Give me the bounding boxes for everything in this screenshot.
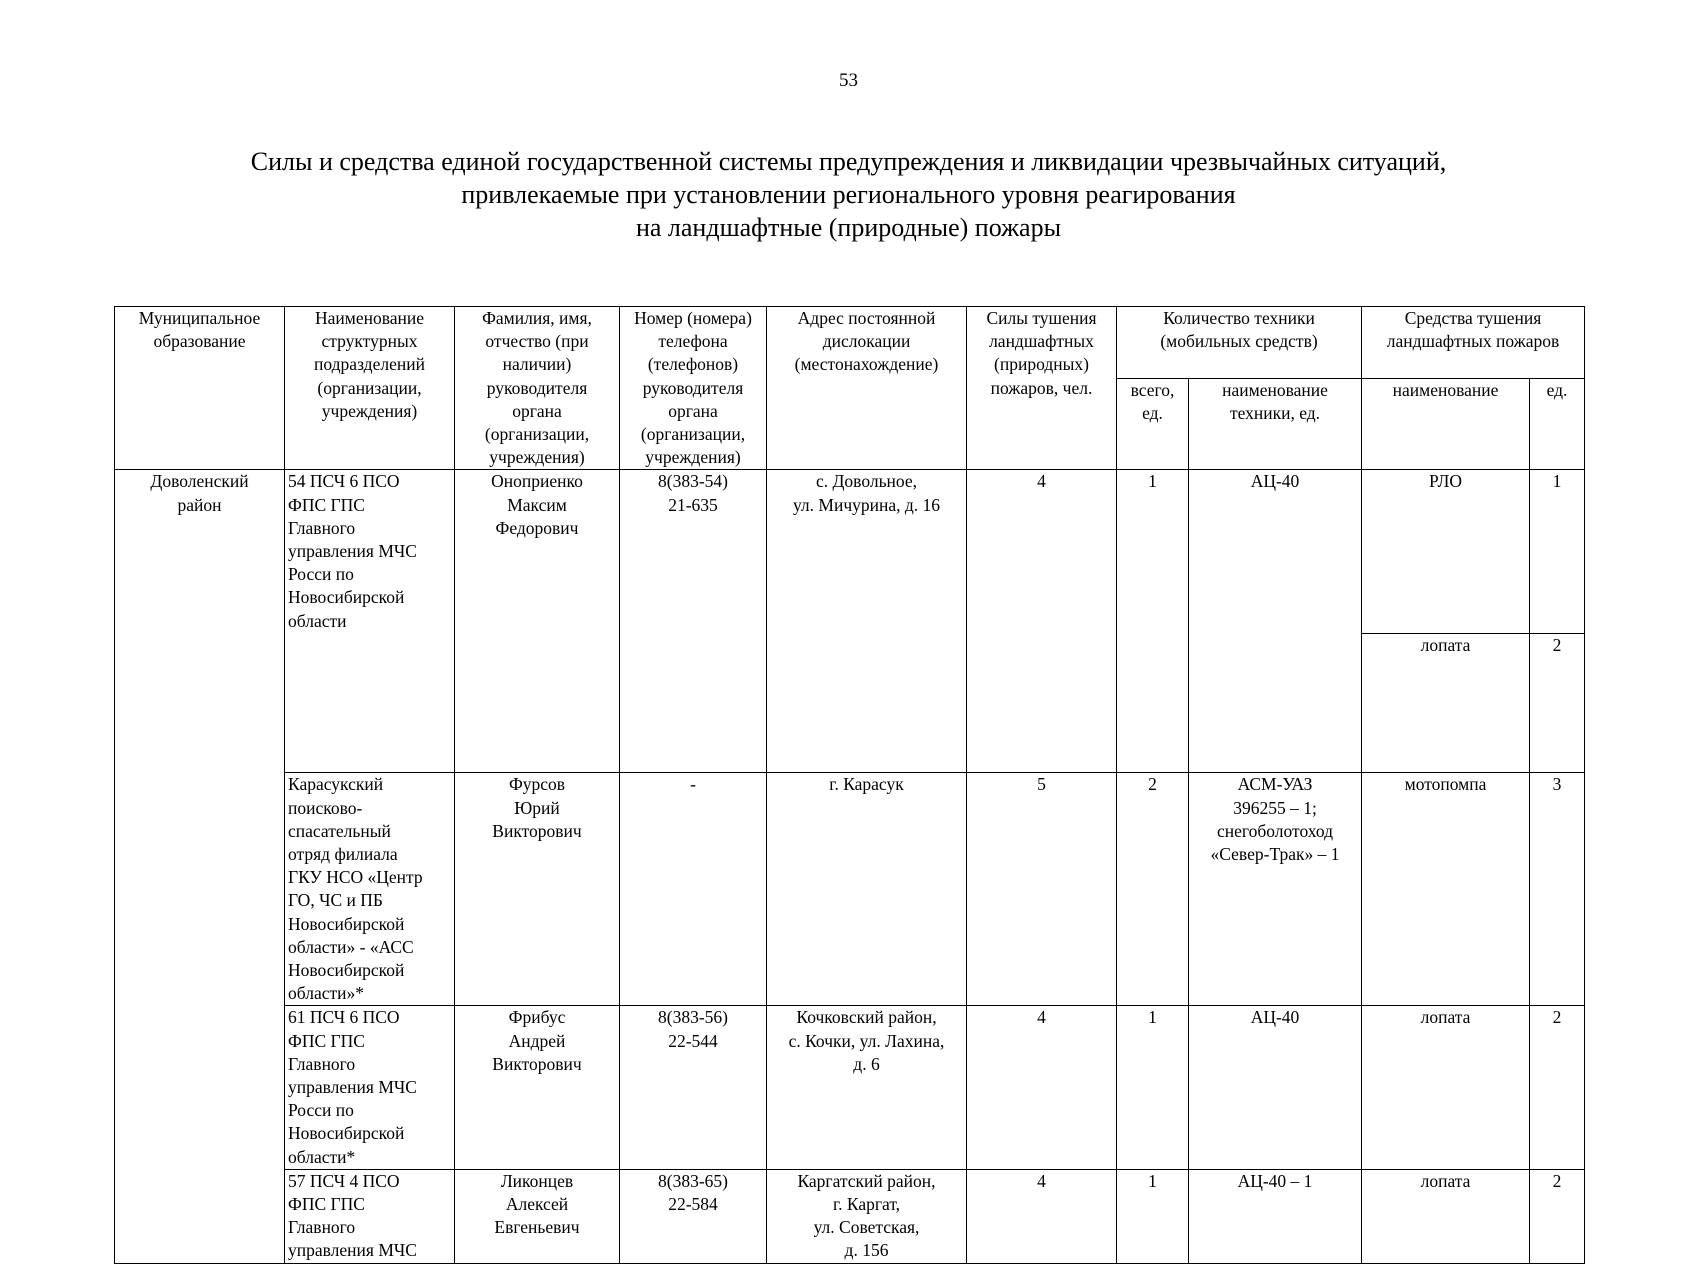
cell-line: учреждения) [489, 447, 585, 468]
cell-line: Доволенский [150, 471, 249, 492]
cell-equipment-name: РЛО [1362, 470, 1530, 634]
header-unit-name [285, 307, 455, 470]
cell-line: ландшафтных пожаров [1386, 331, 1560, 352]
cell-line: д. 156 [844, 1240, 889, 1261]
cell-line: Евгеньевич [494, 1217, 580, 1238]
cell-line: управления МЧС [288, 1077, 417, 1098]
title-line-3: на ландшафтные (природные) пожары [635, 213, 1062, 242]
cell-line: Главного [288, 1053, 356, 1074]
cell-head [455, 470, 620, 773]
cell-line: ГО, ЧС и ПБ [288, 890, 383, 911]
cell-line: ФПС ГПС [288, 1030, 365, 1051]
cell-line: Викторович [492, 1053, 582, 1074]
cell-line: наличии) [502, 354, 572, 375]
cell-line: всего, [1130, 380, 1175, 401]
cell-line: Наименование [314, 308, 425, 328]
cell-equipment-units: 2 [1530, 1169, 1585, 1263]
cell-line: Карасукский [288, 774, 384, 795]
cell-line: Фамилия, имя, [482, 308, 592, 328]
cell-vehicles-names [1189, 1169, 1362, 1263]
cell-forces: 4 [967, 1169, 1117, 1263]
cell-address [767, 1169, 967, 1263]
cell-equipment-units: 3 [1530, 773, 1585, 1006]
cell-line: (телефонов) [647, 354, 739, 375]
header-equipment-units [1530, 379, 1585, 470]
page-number: 53 [839, 70, 858, 91]
cell-line: Муниципальное [138, 308, 261, 328]
cell-line: спасательный [288, 820, 391, 841]
cell-line: техники, ед. [1229, 403, 1321, 424]
cell-line: Силы тушения [986, 308, 1097, 328]
table-row [115, 470, 1585, 634]
cell-vehicles-total: 2 [1117, 773, 1189, 1006]
cell-line: ул. Мичурина, д. 16 [792, 494, 941, 515]
cell-head [455, 1169, 620, 1263]
cell-line: - [690, 774, 696, 795]
cell-line: АСМ-УАЗ [1237, 774, 1313, 795]
cell-line: Новосибирской [288, 1123, 405, 1144]
header-head-name [455, 307, 620, 470]
title-line-2: привлекаемые при установлении регионального уровня реагирования [461, 180, 1236, 209]
cell-line: ед. [1142, 403, 1163, 424]
cell-vehicles-names [1189, 1006, 1362, 1169]
table-row [115, 1006, 1585, 1169]
cell-line: «Север-Трак» – 1 [1210, 844, 1340, 865]
cell-line: поисково- [288, 797, 363, 818]
cell-head [455, 773, 620, 1006]
cell-unit [285, 1169, 455, 1263]
cell-line: Новосибирской [288, 913, 405, 934]
cell-line: д. 6 [853, 1053, 880, 1074]
cell-line: Кочковский район, [796, 1007, 937, 1028]
cell-forces: 4 [967, 1006, 1117, 1169]
cell-line: (организации, [317, 377, 422, 398]
cell-line: г. Карасук [829, 774, 904, 795]
cell-line: Средства тушения [1404, 308, 1542, 328]
cell-line: г. Каргат, [832, 1194, 901, 1215]
cell-line: Новосибирской [288, 960, 405, 981]
document-title [0, 145, 1697, 244]
cell-line: 8(383-54) [658, 471, 728, 492]
cell-phone [620, 1169, 767, 1263]
cell-line: Каргатский район, [797, 1170, 936, 1191]
title-line-1: Силы и средства единой государственной системы предупреждения и ликвидации чрезвычайных ситуаций, [250, 147, 1447, 176]
cell-line: ед. [1546, 380, 1568, 401]
cell-line: руководителя [642, 377, 744, 398]
cell-line: ландшафтных [989, 331, 1094, 352]
cell-forces: 4 [967, 470, 1117, 773]
cell-line: управления МЧС [288, 541, 417, 562]
cell-equipment-name: мотопомпа [1362, 773, 1530, 1006]
cell-line: учреждения) [645, 447, 741, 468]
cell-line: Максим [507, 494, 567, 515]
cell-line: 22-544 [668, 1030, 718, 1051]
cell-line: Ликонцев [500, 1170, 574, 1191]
cell-equipment-units: 2 [1530, 1006, 1585, 1169]
header-equipment [1362, 307, 1585, 379]
cell-line: Фрибус [508, 1007, 566, 1028]
cell-vehicles-total: 1 [1117, 1169, 1189, 1263]
cell-line: 8(383-56) [658, 1007, 728, 1028]
cell-line: 21-635 [668, 494, 718, 515]
header-row [115, 307, 1585, 379]
cell-equipment-units: 1 [1530, 470, 1585, 634]
cell-line: Адрес постоянной [797, 308, 936, 328]
header-address [767, 307, 967, 470]
cell-line: области* [288, 1146, 356, 1167]
cell-equipment-name: лопата [1362, 634, 1530, 773]
cell-equipment-name: лопата [1362, 1169, 1530, 1263]
cell-line: 22-584 [668, 1194, 718, 1215]
header-vehicles [1117, 307, 1362, 379]
cell-line: ФПС ГПС [288, 494, 365, 515]
cell-line: 8(383-65) [658, 1170, 728, 1191]
cell-line: с. Довольное, [815, 471, 918, 492]
cell-line: области»* [288, 983, 364, 1004]
table-row [115, 1169, 1585, 1263]
cell-line: ФПС ГПС [288, 1194, 365, 1215]
cell-vehicles-names [1189, 470, 1362, 773]
cell-line: дислокации [822, 331, 911, 352]
forces-table [114, 306, 1585, 1264]
cell-phone [620, 773, 767, 1006]
cell-line: (организации, [484, 424, 590, 445]
cell-line: пожаров, чел. [990, 377, 1093, 398]
cell-line: АЦ-40 – 1 [1237, 1170, 1313, 1191]
cell-line: органа [668, 400, 718, 421]
cell-line: Новосибирской [288, 587, 405, 608]
cell-line: 396255 – 1; [1233, 797, 1317, 818]
cell-unit [285, 470, 455, 773]
cell-line: наименование [1392, 380, 1499, 401]
cell-line: ГКУ НСО «Центр [288, 867, 423, 888]
header-forces [967, 307, 1117, 470]
cell-line: Юрий [514, 797, 560, 818]
cell-unit [285, 1006, 455, 1169]
header-phone [620, 307, 767, 470]
cell-line: Алексей [505, 1194, 569, 1215]
cell-line: Главного [288, 1217, 356, 1238]
cell-line: Росси по [288, 564, 354, 585]
cell-line: подразделений [314, 354, 425, 375]
cell-line: Количество техники [1163, 308, 1315, 328]
header-vehicles-total [1117, 379, 1189, 470]
cell-vehicles-names [1189, 773, 1362, 1006]
cell-line: области [288, 610, 347, 631]
cell-line: Номер (номера) [634, 308, 752, 328]
cell-line: ул. Советская, [813, 1217, 920, 1238]
cell-line: отряд филиала [288, 844, 398, 865]
cell-line: структурных [321, 331, 418, 352]
cell-line: Федорович [495, 517, 579, 538]
cell-phone [620, 1006, 767, 1169]
cell-address [767, 470, 967, 773]
cell-unit [285, 773, 455, 1006]
cell-equipment-units: 2 [1530, 634, 1585, 773]
cell-line: АЦ-40 [1250, 1007, 1300, 1028]
cell-line: Росси по [288, 1100, 354, 1121]
cell-line: Викторович [492, 820, 582, 841]
cell-line: 54 ПСЧ 6 ПСО [288, 471, 400, 492]
cell-address [767, 773, 967, 1006]
cell-address [767, 1006, 967, 1169]
header-equipment-name [1362, 379, 1530, 470]
cell-forces: 5 [967, 773, 1117, 1006]
cell-line: с. Кочки, ул. Лахина, [788, 1030, 945, 1051]
cell-vehicles-total: 1 [1117, 1006, 1189, 1169]
table-row [115, 773, 1585, 1006]
cell-line: (организации, [640, 424, 746, 445]
cell-line: 61 ПСЧ 6 ПСО [288, 1007, 400, 1028]
cell-head [455, 1006, 620, 1169]
cell-line: органа [512, 400, 562, 421]
header-municipality [115, 307, 285, 470]
cell-line: образование [153, 331, 246, 352]
cell-line: Андрей [508, 1030, 566, 1051]
cell-line: 57 ПСЧ 4 ПСО [288, 1170, 400, 1191]
cell-line: Оноприенко [491, 471, 583, 492]
cell-line: район [177, 494, 222, 515]
cell-line: отчество (при [485, 331, 589, 352]
cell-line: АЦ-40 [1250, 471, 1300, 492]
cell-line: области» - «АСС [288, 936, 414, 957]
cell-equipment-name: лопата [1362, 1006, 1530, 1169]
cell-vehicles-total: 1 [1117, 470, 1189, 773]
cell-municipality [115, 470, 285, 1263]
cell-line: учреждения) [321, 400, 418, 421]
cell-phone [620, 470, 767, 773]
cell-line: (природных) [994, 354, 1089, 375]
cell-line: (мобильных средств) [1160, 331, 1318, 352]
cell-line: Главного [288, 517, 356, 538]
cell-line: управления МЧС [288, 1240, 417, 1261]
cell-line: наименование [1222, 380, 1328, 401]
cell-line: снегоболотоход [1216, 820, 1334, 841]
cell-line: (местонахождение) [794, 354, 939, 375]
header-vehicles-names [1189, 379, 1362, 470]
cell-line: Фурсов [508, 774, 566, 795]
cell-line: руководителя [486, 377, 588, 398]
cell-line: телефона [658, 331, 728, 352]
